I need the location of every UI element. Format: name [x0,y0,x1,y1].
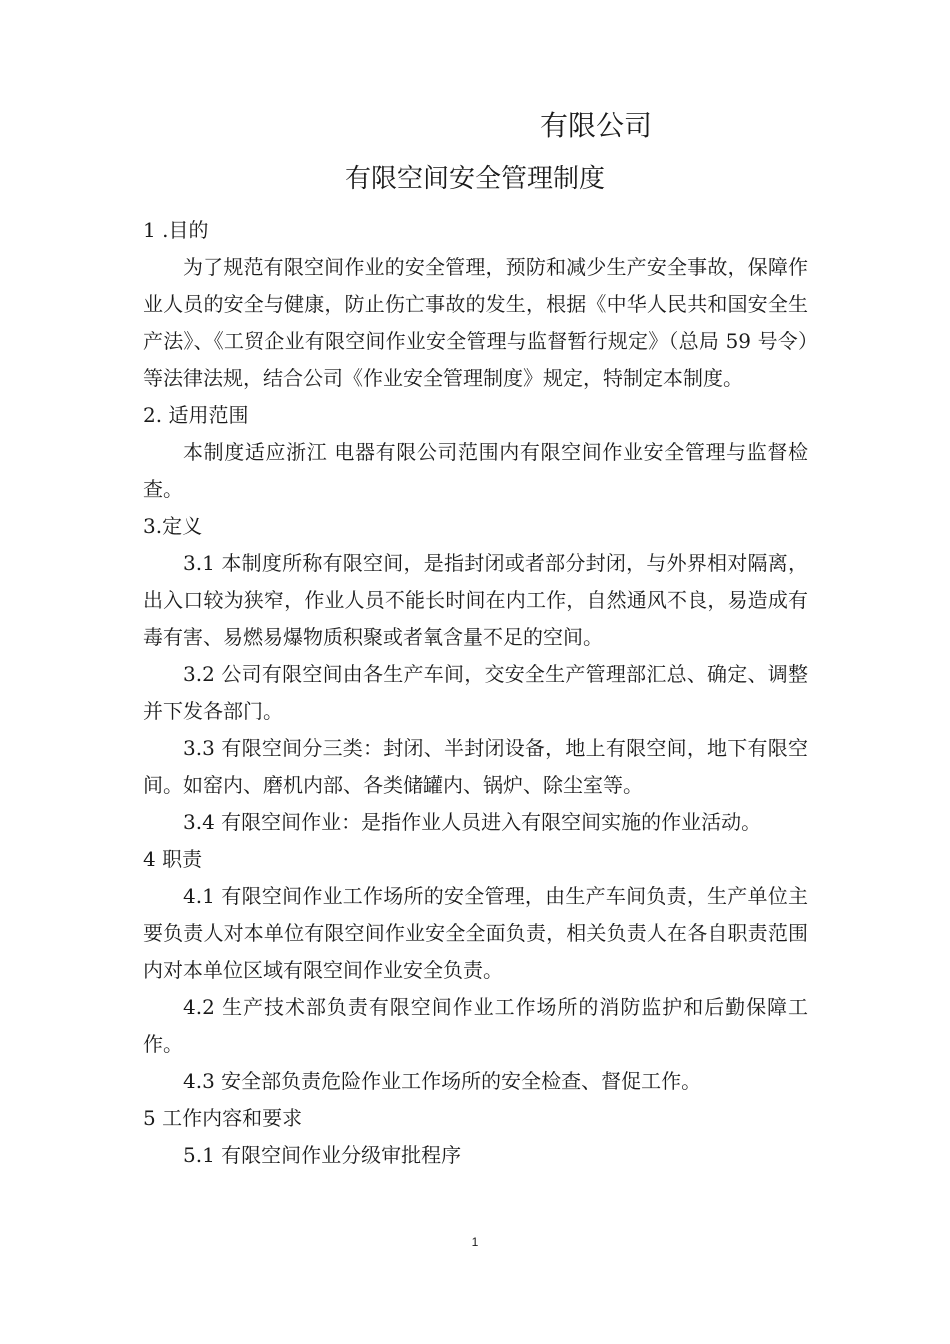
paragraph-responsibility-4-2: 4.2 生产技术部负责有限空间作业工作场所的消防监护和后勤保障工作。 [143,995,808,1056]
section-heading-definition: 3.定义 [143,514,203,538]
page-number: 1 [471,1235,479,1249]
section-heading-responsibilities: 4 职责 [143,847,203,871]
paragraph-purpose: 为了规范有限空间作业的安全管理，预防和减少生产安全事故，保障作业人员的安全与健康，防止伤亡事故的发生，根据《中华人民共和国安全生产法》、《工贸企业有限空间作业安全管理与监督暂行规定》（总局 59 号令）等法律法规，结合公司《作业安全管理制度》规定，特制定本制度。 [143,255,808,390]
paragraph-responsibility-4-3: 4.3 安全部负责危险作业工作场所的安全检查、督促工作。 [183,1069,702,1093]
document-title: 有限空间安全管理制度 [344,164,605,194]
section-heading-purpose: 1 .目的 [143,218,209,242]
paragraph-scope: 本制度适应浙江 电器有限公司范围内有限空间作业安全管理与监督检查。 [143,440,808,501]
section-heading-work-content: 5 工作内容和要求 [143,1106,303,1130]
paragraph-responsibility-4-1: 4.1 有限空间作业工作场所的安全管理，由生产车间负责，生产单位主要负责人对本单位有限空间作业安全全面负责，相关负责人在各自职责范围内对本单位区域有限空间作业安全负责。 [143,884,808,982]
paragraph-work-content-5-1: 5.1 有限空间作业分级审批程序 [183,1143,462,1167]
paragraph-definition-3-3: 3.3 有限空间分三类：封闭、半封闭设备，地上有限空间，地下有限空间。如窑内、磨机内部、各类储罐内、锅炉、除尘室等。 [143,736,808,797]
section-heading-scope: 2. 适用范围 [143,403,249,427]
paragraph-definition-3-1: 3.1 本制度所称有限空间，是指封闭或者部分封闭，与外界相对隔离，出入口较为狭窄，作业人员不能长时间在内工作，自然通风不良，易造成有毒有害、易燃易爆物质积聚或者氧含量不足的空间。 [143,551,808,649]
paragraph-definition-3-2: 3.2 公司有限空间由各生产车间，交安全生产管理部汇总、确定、调整并下发各部门。 [143,662,808,723]
company-name: 有限公司 [540,109,653,142]
document-body [143,212,808,1174]
paragraph-definition-3-4: 3.4 有限空间作业：是指作业人员进入有限空间实施的作业活动。 [183,810,762,834]
